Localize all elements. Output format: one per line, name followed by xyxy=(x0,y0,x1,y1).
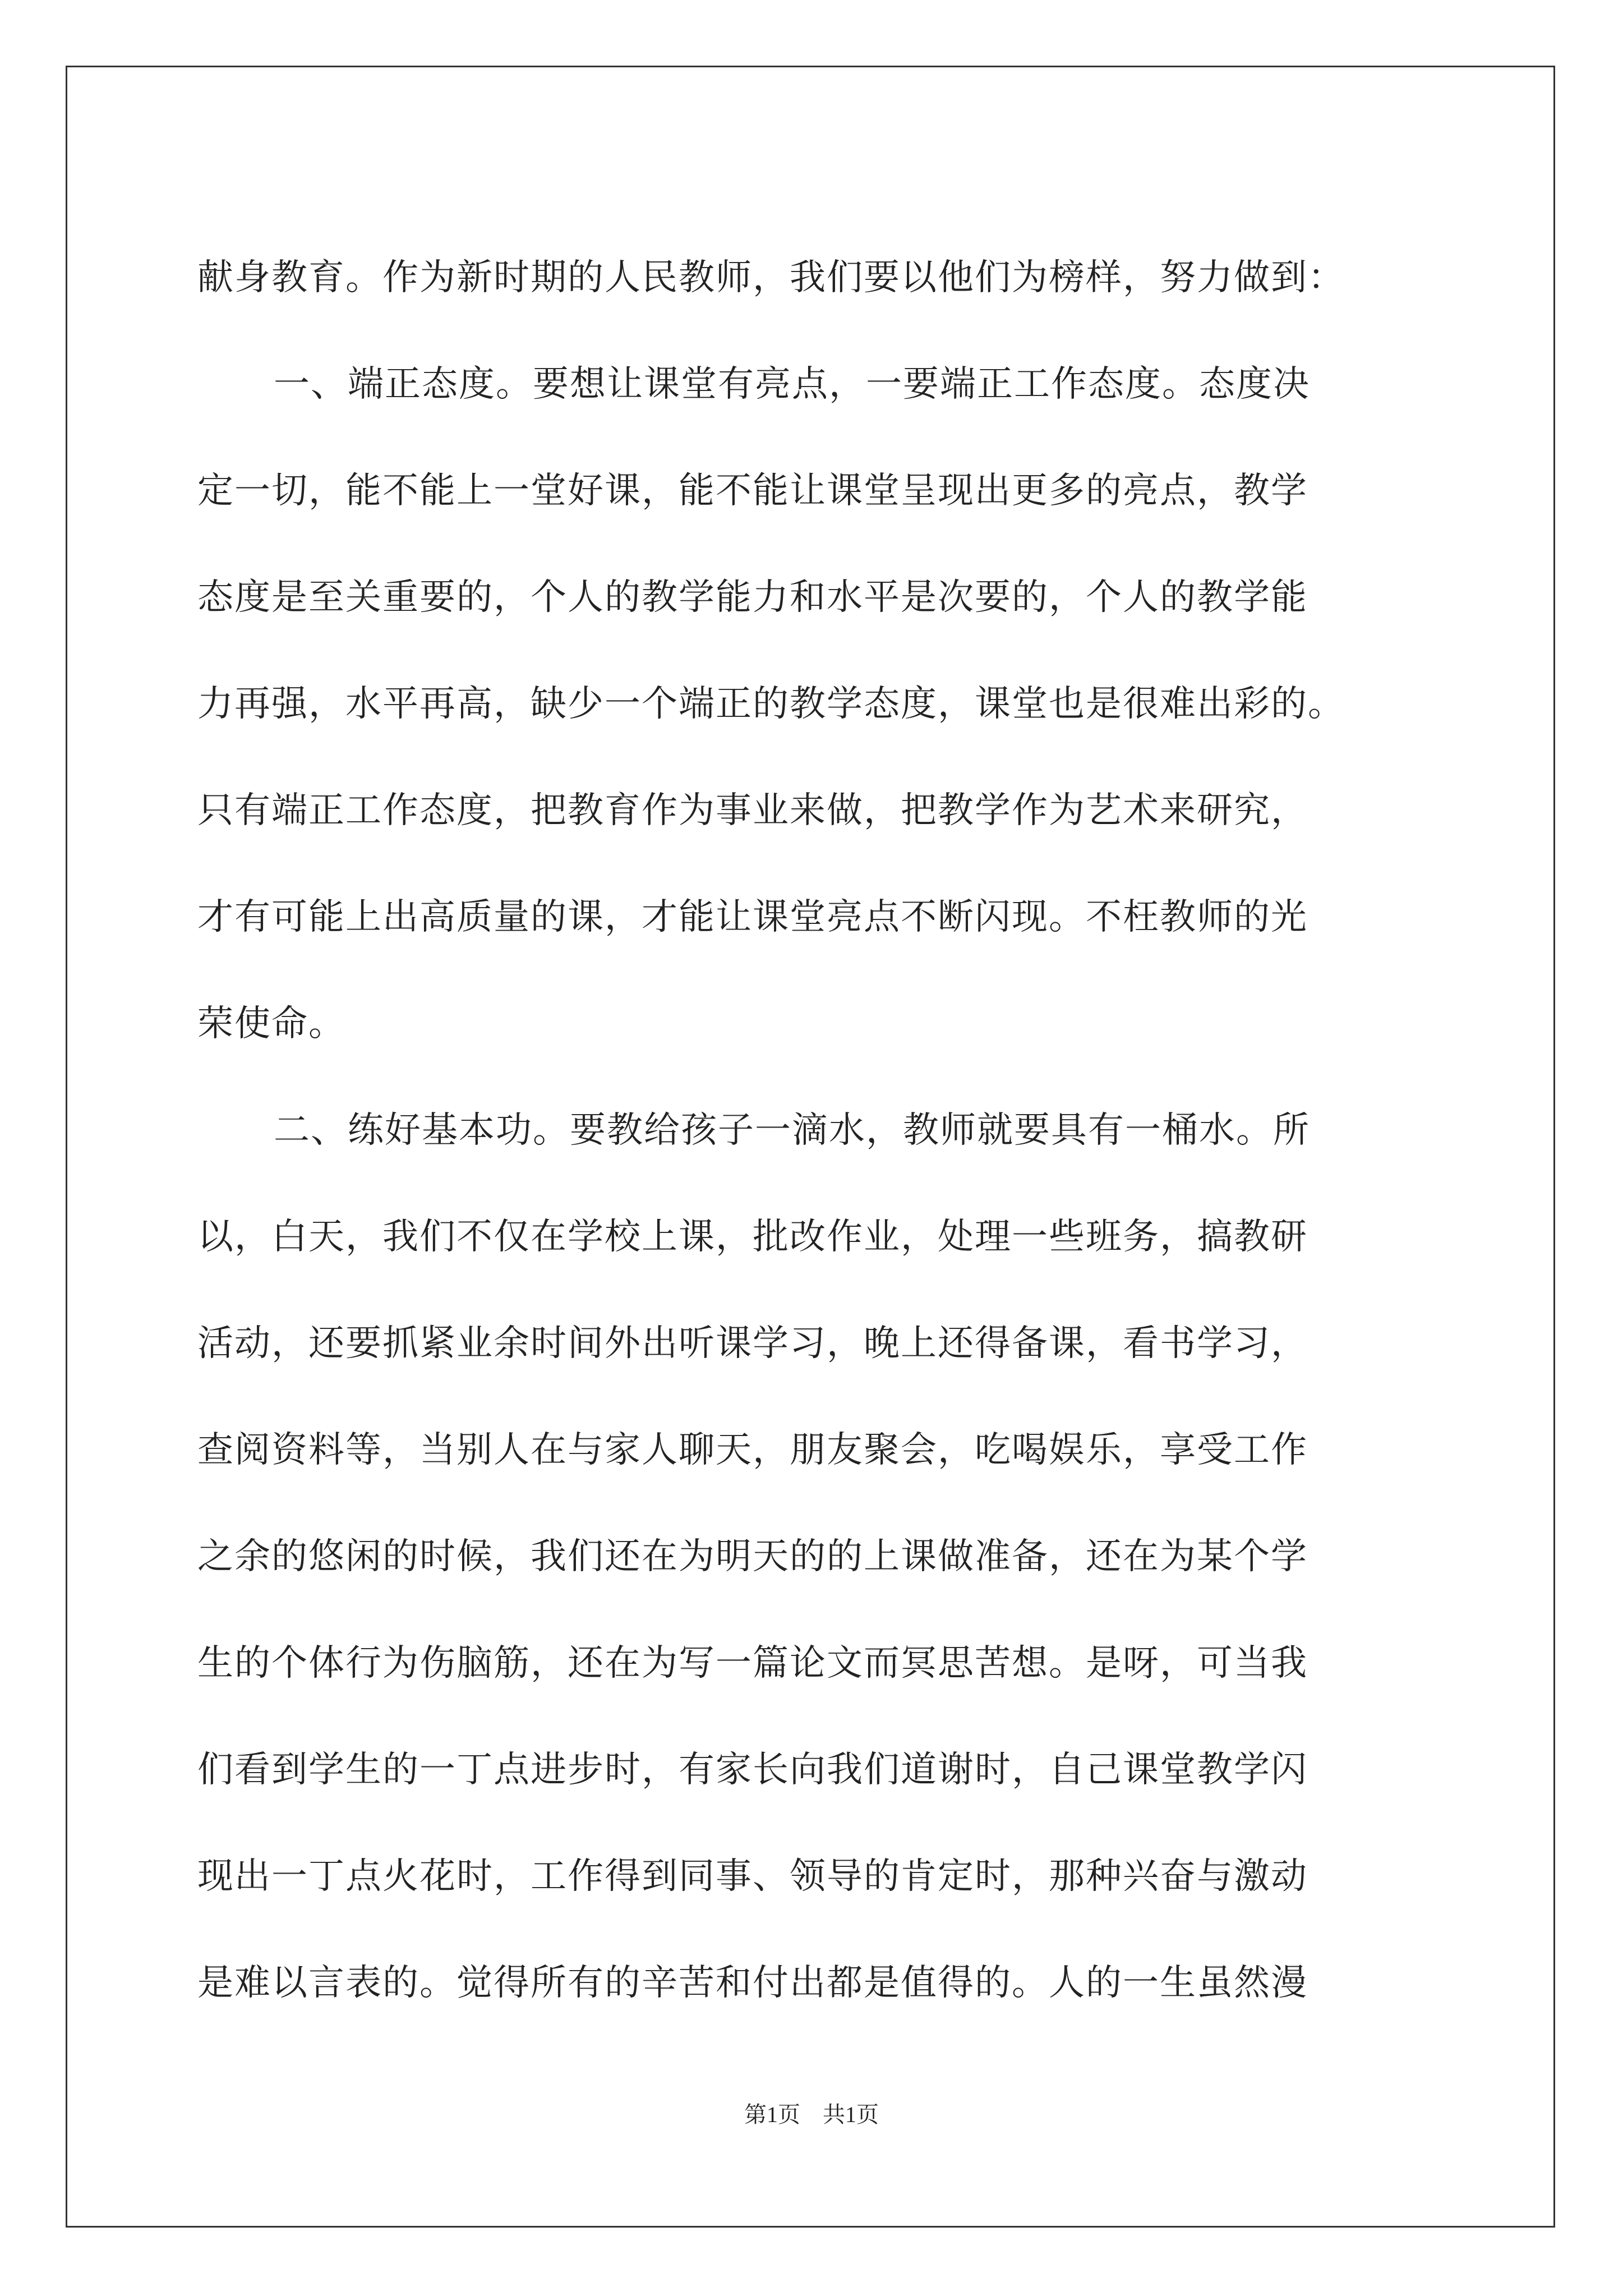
text-line: 献身教育。作为新时期的人民教师，我们要以他们为榜样，努力做到： xyxy=(197,257,1345,298)
text-line: 一、端正态度。要想让课堂有亮点，一要端正工作态度。态度决 xyxy=(274,364,1310,405)
text-line: 只有端正工作态度，把教育作为事业来做，把教学作为艺术来研究， xyxy=(197,790,1308,831)
text-line: 现出一丁点火花时，工作得到同事、领导的肯定时，那种兴奋与激动 xyxy=(197,1856,1308,1897)
page-total: 共1页 xyxy=(823,2102,879,2127)
text-line: 以，白天，我们不仅在学校上课，批改作业，处理一些班务，搞教研 xyxy=(197,1216,1308,1258)
text-line: 力再强，水平再高，缺少一个端正的教学态度，课堂也是很难出彩的。 xyxy=(197,683,1345,725)
text-line: 荣使命。 xyxy=(197,1003,345,1045)
text-line: 才有可能上出高质量的课，才能让课堂亮点不断闪现。不枉教师的光 xyxy=(197,896,1308,938)
text-line: 态度是至关重要的，个人的教学能力和水平是次要的，个人的教学能 xyxy=(197,577,1308,618)
text-line: 查阅资料等，当别人在与家人聊天，朋友聚会，吃喝娱乐，享受工作 xyxy=(197,1429,1308,1471)
text-line: 二、练好基本功。要教给孩子一滴水，教师就要具有一桶水。所 xyxy=(274,1110,1310,1151)
text-line: 生的个体行为伤脑筋，还在为写一篇论文而冥思苦想。是呀，可当我 xyxy=(197,1642,1308,1684)
text-line: 活动，还要抓紧业余时间外出听课学习，晚上还得备课，看书学习， xyxy=(197,1323,1308,1364)
text-line: 之余的悠闲的时候，我们还在为明天的的上课做准备，还在为某个学 xyxy=(197,1536,1308,1577)
text-line: 是难以言表的。觉得所有的辛苦和付出都是值得的。人的一生虽然漫 xyxy=(197,1962,1308,2004)
page-number: 第1页 xyxy=(744,2102,800,2127)
page-footer xyxy=(0,2098,1623,2132)
text-line: 定一切，能不能上一堂好课，能不能让课堂呈现出更多的亮点，教学 xyxy=(197,470,1308,512)
text-line: 们看到学生的一丁点进步时，有家长向我们道谢时，自己课堂教学闪 xyxy=(197,1749,1308,1791)
document-body xyxy=(197,224,1431,2036)
